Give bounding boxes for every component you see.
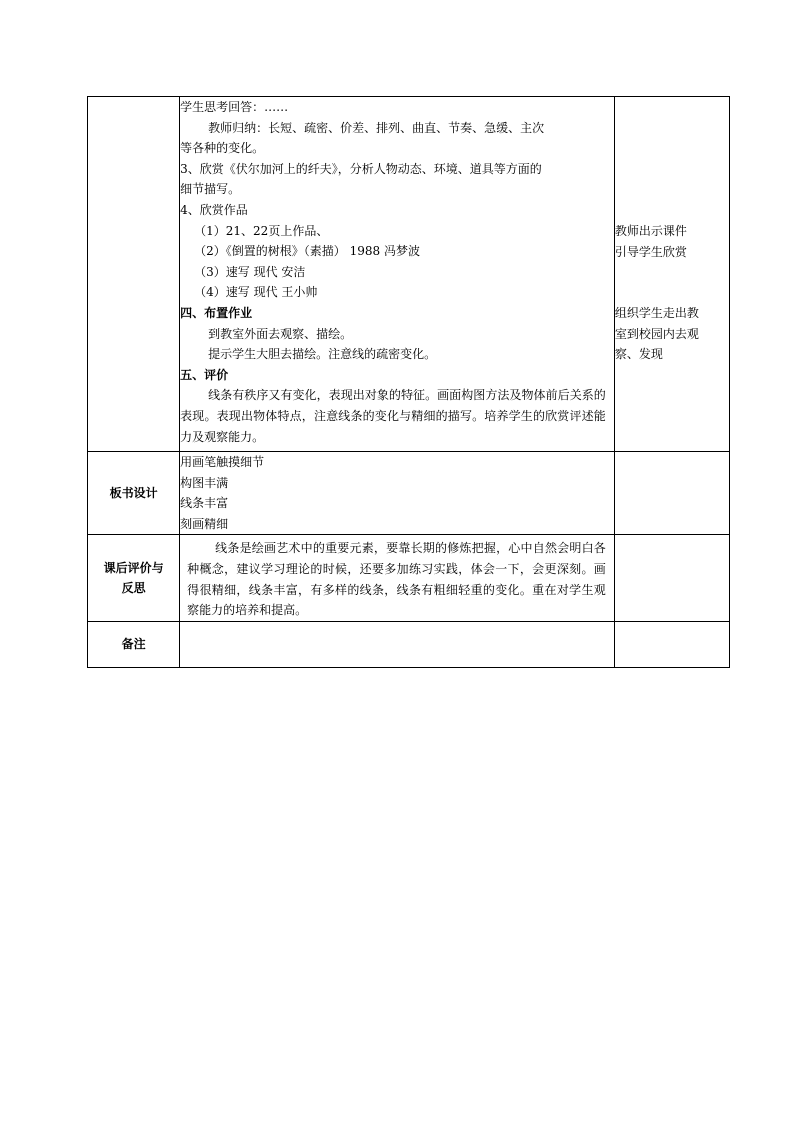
- content-line: 等各种的变化。: [180, 141, 265, 156]
- content-line: 学生思考回答：……: [180, 100, 289, 114]
- content-line: 细节描写。: [180, 182, 241, 197]
- reflection-label: [88, 535, 180, 621]
- board-line: 线条丰富: [180, 496, 229, 511]
- content-line: 提示学生大胆去描绘。注意线的疏密变化。: [208, 347, 437, 362]
- note-observe: 察、发现: [614, 347, 663, 362]
- content-line: 3、欣赏《伏尔加河上的纤夫》，分析人物动态、环境、道具等方面的: [180, 161, 542, 176]
- teaching-process-row: [88, 97, 730, 452]
- notes-label: 备注: [88, 621, 180, 667]
- board-design-content: [180, 452, 615, 535]
- section-heading-evaluation: 五、评价: [180, 367, 229, 382]
- process-content-cell: [180, 97, 615, 452]
- content-line: 教师归纳：长短、疏密、价差、排列、曲直、节奏、急缓、主次: [208, 120, 545, 135]
- reflection-content: [180, 535, 615, 621]
- board-design-label: 板书设计: [88, 452, 180, 535]
- process-notes-cell: [614, 97, 729, 452]
- content-line: 4、欣赏作品: [180, 202, 248, 217]
- note-appreciate: 引导学生欣赏: [614, 244, 687, 259]
- content-line: （1）21、22页上作品、: [194, 223, 329, 238]
- notes-row: [88, 621, 730, 667]
- section-heading-homework: 四、布置作业: [180, 305, 253, 320]
- reflection-row: [88, 535, 730, 621]
- board-design-row: [88, 452, 730, 535]
- board-line: 用画笔触摸细节: [180, 455, 265, 469]
- notes-content: [180, 621, 615, 667]
- board-line: 构图丰满: [180, 475, 229, 490]
- content-line: （3）速写 现代 安洁: [194, 264, 306, 279]
- notes-extra: [614, 621, 729, 667]
- board-line: 刻画精细: [180, 516, 229, 531]
- process-left-cell: [88, 97, 180, 452]
- evaluation-text: 线条有秩序又有变化，表现出对象的特征。画面构图方法及物体前后关系的表现。表现出物体特点，注意线条的变化与精细的描写。培养学生的欣赏评述能力及观察能力。: [180, 388, 606, 444]
- note-campus: 室到校园内去观: [614, 326, 699, 341]
- reflection-notes: [614, 535, 729, 621]
- content-line: （4）速写 现代 王小帅: [194, 285, 318, 300]
- note-go-outside: 组织学生走出教: [614, 306, 699, 321]
- note-courseware: 教师出示课件: [614, 224, 687, 238]
- board-design-notes: [614, 452, 729, 535]
- content-line: 到教室外面去观察、描绘。: [208, 326, 353, 341]
- reflection-label-line1: 课后评价与: [103, 561, 164, 576]
- reflection-text: 线条是绘画艺术中的重要元素，要靠长期的修炼把握，心中自然会明白各种概念，建议学习理论的时候，还要多加练习实践，体会一下，会更深刻。画得很精细，线条丰富，有多样的线条，线条有粗细轻重的变化。重在对学生观察能力的培养和提高。: [187, 541, 606, 618]
- reflection-label-line2: 反思: [121, 581, 146, 596]
- content-line: （2）《倒置的树根》（素描） 1988 冯梦波: [194, 244, 420, 259]
- lesson-plan-table: [87, 96, 730, 668]
